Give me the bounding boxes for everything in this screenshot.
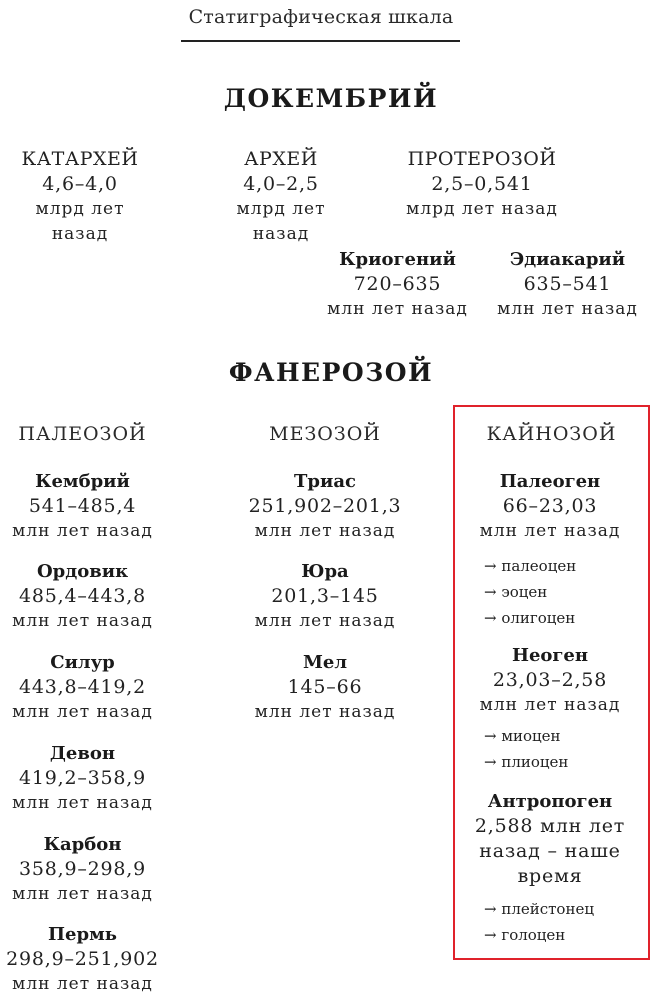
- period-jurassic: [240, 559, 410, 634]
- period-unit: млн лет назад: [12, 884, 153, 904]
- period-range: 66–23,03: [502, 495, 598, 517]
- period-unit: млн лет назад: [12, 793, 153, 813]
- period-range: 419,2–358,9: [18, 767, 147, 789]
- period-range: 358,9–298,9: [18, 858, 147, 880]
- period-unit: млн лет назад: [12, 521, 153, 541]
- period-range: 201,3–145: [271, 585, 379, 607]
- period-range: 23,03–2,58: [492, 669, 608, 691]
- period-permian: [5, 922, 160, 997]
- period-unit: млн лет назад: [479, 695, 621, 715]
- period-range: 485,4–443,8: [18, 585, 147, 607]
- period-name: Пермь: [48, 924, 117, 945]
- period-range-line-2: назад – наше: [479, 840, 621, 862]
- period-cretaceous: [240, 650, 410, 725]
- eon-unit: млрд лет назад: [236, 199, 326, 244]
- eon-archean: [206, 146, 356, 247]
- page-title: Статиграфическая шкала: [188, 6, 454, 28]
- eon-name: ПРОТЕРОЗОЙ: [407, 148, 557, 170]
- period-name: Юра: [301, 561, 349, 582]
- period-unit: млн лет назад: [254, 611, 396, 631]
- epoch-pleistocene: → плейстонец: [484, 900, 594, 918]
- era-mesozoic-heading: МЕЗОЗОЙ: [269, 423, 381, 445]
- period-cambrian: [5, 469, 160, 544]
- eon-range: 2,5–0,541: [431, 173, 533, 195]
- eon-name: КАТАРХЕЙ: [21, 148, 139, 170]
- anthropogene-epochs: [484, 896, 594, 948]
- period-range: 251,902–201,3: [248, 495, 402, 517]
- period-name: Карбон: [43, 834, 122, 855]
- period-unit: млн лет назад: [327, 299, 468, 319]
- period-devonian: [5, 741, 160, 816]
- heading-phanerozoic: ФАНЕРОЗОЙ: [228, 358, 434, 387]
- period-name: Триас: [294, 471, 356, 492]
- period-triassic: [240, 469, 410, 544]
- eon-unit: млрд лет назад: [406, 199, 558, 219]
- period-name: Кембрий: [35, 471, 130, 492]
- eon-proterozoic: [404, 146, 560, 222]
- epoch-paleocene: → палеоцен: [484, 557, 577, 575]
- period-name: Мел: [302, 652, 348, 673]
- period-name: Палеоген: [499, 471, 601, 492]
- epoch-pliocene: → плиоцен: [484, 753, 569, 771]
- period-name: Ордовик: [36, 561, 129, 582]
- period-anthropogene: [460, 789, 640, 889]
- period-range: 298,9–251,902: [6, 948, 159, 970]
- period-range-line-1: 2,588 млн лет: [474, 815, 626, 837]
- epoch-miocene: → миоцен: [484, 727, 561, 745]
- period-unit: млн лет назад: [254, 521, 396, 541]
- period-name: Неоген: [511, 645, 589, 666]
- eon-range: 4,6–4,0: [42, 173, 118, 195]
- eon-range: 4,0–2,5: [243, 173, 319, 195]
- period-range: 443,8–419,2: [18, 676, 147, 698]
- period-name: Силур: [50, 652, 115, 673]
- title-underline: [181, 40, 460, 42]
- epoch-eocene: → эоцен: [484, 583, 548, 601]
- period-unit: млн лет назад: [497, 299, 638, 319]
- period-range: 541–485,4: [28, 495, 137, 517]
- paleogene-epochs: [484, 553, 576, 631]
- period-ordovician: [5, 559, 160, 634]
- period-unit: млн лет назад: [254, 702, 396, 722]
- period-name: Криогений: [339, 249, 456, 270]
- period-range: 145–66: [287, 676, 363, 698]
- epoch-oligocene: → олигоцен: [484, 609, 576, 627]
- period-range-line-3: время: [517, 865, 583, 887]
- period-unit: млн лет назад: [12, 974, 153, 994]
- period-ediacaran: [495, 247, 640, 322]
- period-silurian: [5, 650, 160, 725]
- period-cryogenian: [325, 247, 470, 322]
- period-range: 720–635: [353, 273, 442, 295]
- era-paleozoic-heading: ПАЛЕОЗОЙ: [18, 423, 147, 445]
- era-cenozoic-heading: КАЙНОЗОЙ: [486, 423, 617, 445]
- period-carboniferous: [5, 832, 160, 907]
- period-range: 635–541: [523, 273, 612, 295]
- neogene-epochs: [484, 723, 568, 775]
- period-unit: млн лет назад: [12, 611, 153, 631]
- eon-unit: млрд лет назад: [35, 199, 125, 244]
- period-unit: млн лет назад: [12, 702, 153, 722]
- heading-precambrian: ДОКЕМБРИЙ: [223, 84, 439, 113]
- period-neogene: [460, 643, 640, 718]
- period-paleogene: [460, 469, 640, 544]
- period-name: Девон: [49, 743, 116, 764]
- eon-name: АРХЕЙ: [244, 148, 318, 170]
- period-name: Эдиакарий: [509, 249, 626, 270]
- epoch-holocene: → голоцен: [484, 926, 566, 944]
- eon-katarchean: [5, 146, 155, 247]
- period-unit: млн лет назад: [479, 521, 621, 541]
- period-name: Антропоген: [487, 791, 613, 812]
